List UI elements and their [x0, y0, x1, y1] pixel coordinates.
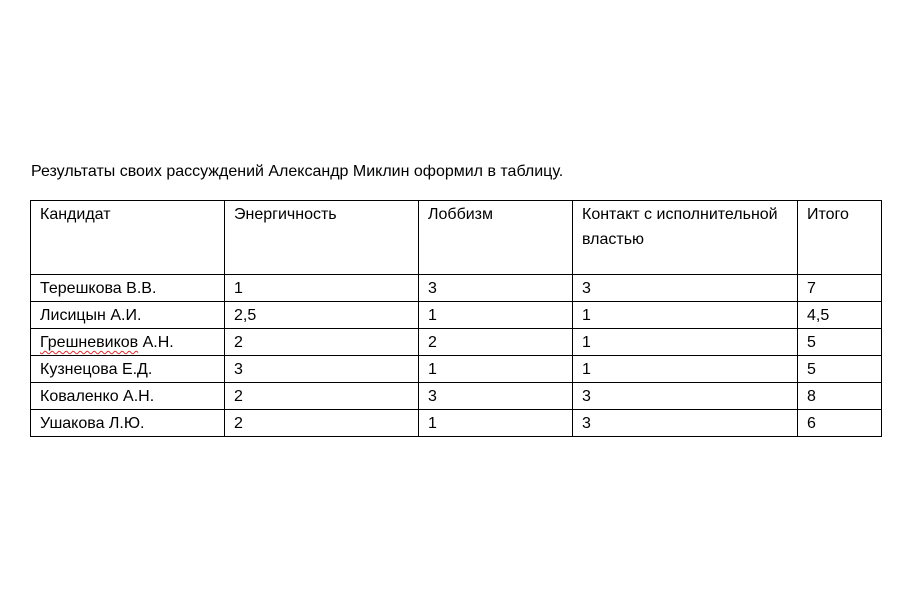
lobbying-score: 1: [419, 410, 573, 437]
table-row: [31, 275, 882, 302]
candidate-name: [31, 410, 225, 437]
candidate-name: [31, 329, 225, 356]
total-score: 5: [798, 356, 882, 383]
results-table: [30, 200, 882, 437]
energy-score: 2: [225, 383, 419, 410]
header-lobbying: Лоббизм: [419, 201, 573, 275]
candidate-name: [31, 275, 225, 302]
energy-score: 2: [225, 329, 419, 356]
energy-score: 3: [225, 356, 419, 383]
total-score: 8: [798, 383, 882, 410]
energy-score: 2,5: [225, 302, 419, 329]
candidate-name-text: А.Н.: [138, 334, 174, 351]
total-score: 4,5: [798, 302, 882, 329]
total-score: 7: [798, 275, 882, 302]
contact-score: 1: [573, 329, 798, 356]
candidate-name: [31, 383, 225, 410]
table-row: [31, 356, 882, 383]
contact-score: 1: [573, 356, 798, 383]
header-total: Итого: [798, 201, 882, 275]
lobbying-score: 3: [419, 383, 573, 410]
table-row: [31, 383, 882, 410]
table-row: [31, 410, 882, 437]
contact-score: 3: [573, 410, 798, 437]
lobbying-score: 1: [419, 302, 573, 329]
candidate-name-text: Терешкова В.В.: [40, 280, 157, 297]
total-score: 6: [798, 410, 882, 437]
candidate-name-text: Ушакова Л.Ю.: [40, 415, 145, 432]
header-energy: Энергичность: [225, 201, 419, 275]
header-candidate: Кандидат: [31, 201, 225, 275]
table-caption: Результаты своих рассуждений Александр Миклин оформил в таблицу.: [31, 163, 564, 180]
candidate-name-flagged: Грешневиков: [40, 334, 139, 351]
candidate-name: [31, 356, 225, 383]
energy-score: 1: [225, 275, 419, 302]
header-contact: Контакт с исполнительной властью: [573, 201, 798, 275]
lobbying-score: 3: [419, 275, 573, 302]
total-score: 5: [798, 329, 882, 356]
table-row: [31, 329, 882, 356]
energy-score: 2: [225, 410, 419, 437]
contact-score: 3: [573, 275, 798, 302]
contact-score: 1: [573, 302, 798, 329]
candidate-name-text: Лисицын А.И.: [40, 307, 142, 324]
lobbying-score: 1: [419, 356, 573, 383]
candidate-name-text: Кузнецова Е.Д.: [40, 361, 153, 378]
contact-score: 3: [573, 383, 798, 410]
table-row: [31, 302, 882, 329]
lobbying-score: 2: [419, 329, 573, 356]
candidate-name-text: Коваленко А.Н.: [40, 388, 155, 405]
candidate-name: [31, 302, 225, 329]
table-header-row: [31, 201, 882, 275]
